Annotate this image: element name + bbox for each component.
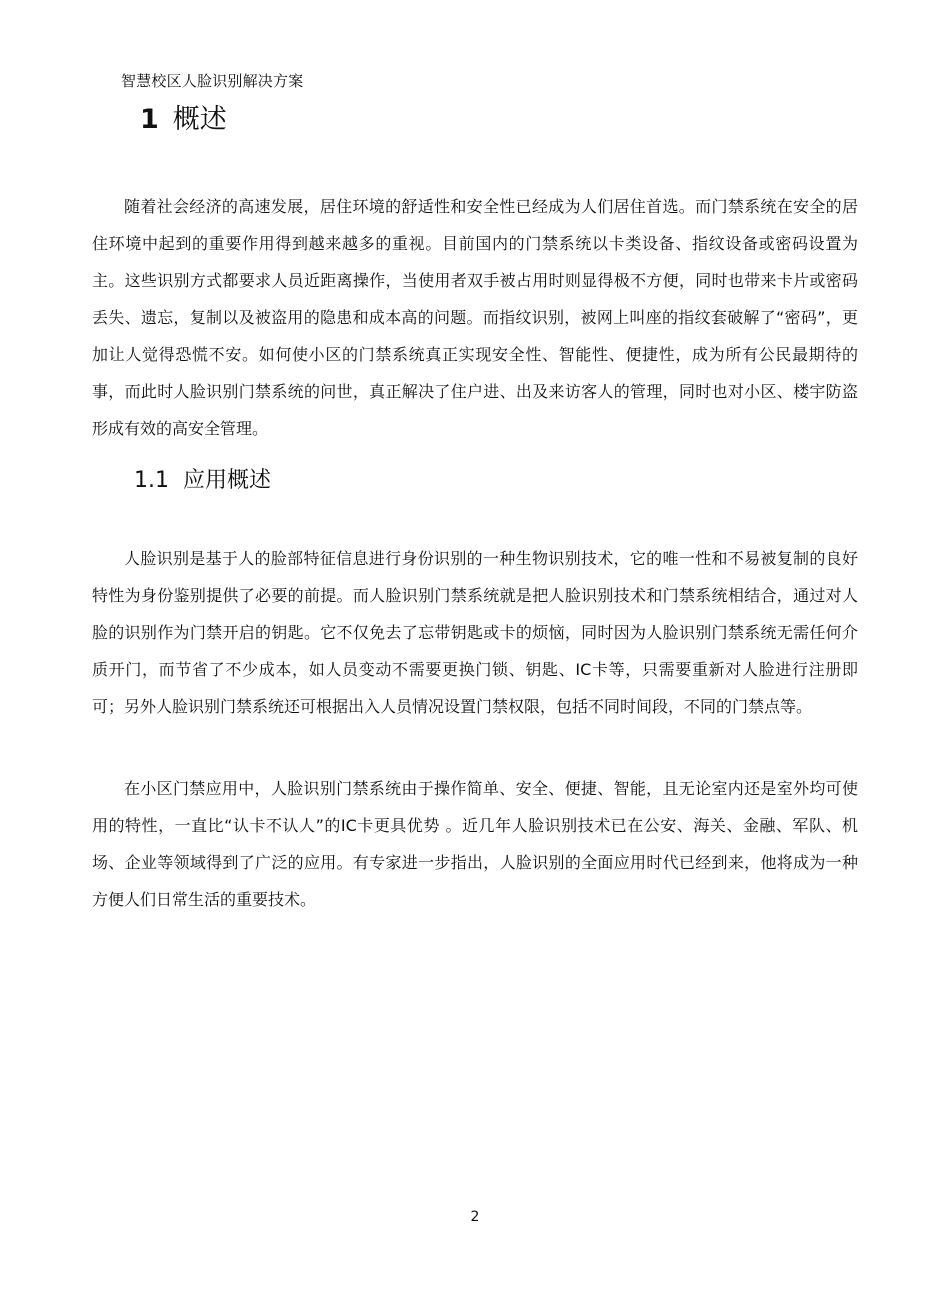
section-title: 概述 bbox=[172, 104, 227, 135]
section-heading-1 bbox=[140, 100, 227, 140]
section-heading-1-1 bbox=[134, 464, 271, 498]
running-header: 智慧校区人脸识别解决方案 bbox=[121, 72, 304, 90]
application-paragraph-2: 在小区门禁应用中，人脸识别门禁系统由于操作简单、安全、便捷、智能，且无论室内还是室外均可使用的特性，一直比“认卡不认人”的IC卡更具优势 。近几年人脸识别技术已在公安、海关、金融、军队、机场、企业等领域得到了广泛的应用。有专家进一步指出，人脸识别的全面应用时代已经到来，他将成为一种方便人们日常生活的重要技术。 bbox=[92, 779, 858, 909]
page-number: 2 bbox=[470, 1209, 480, 1225]
subsection-number: 1.1 bbox=[134, 468, 169, 493]
application-paragraph-1: 人脸识别是基于人的脸部特征信息进行身份识别的一种生物识别技术，它的唯一性和不易被复制的良好特性为身份鉴别提供了必要的前提。而人脸识别门禁系统就是把人脸识别技术和门禁系统相结合，通过对人脸的识别作为门禁开启的钥匙。它不仅免去了忘带钥匙或卡的烦恼，同时因为人脸识别门禁系统无需任何介质开门，而节省了不少成本，如人员变动不需要更换门锁、钥匙、IC卡等，只需要重新对人脸进行注册即可；另外人脸识别门禁系统还可根据出入人员情况设置门禁权限，包括不同时间段，不同的门禁点等。 bbox=[92, 549, 858, 716]
subsection-title: 应用概述 bbox=[183, 468, 272, 493]
section-number: 1 bbox=[140, 104, 159, 135]
overview-paragraph: 随着社会经济的高速发展，居住环境的舒适性和安全性已经成为人们居住首选。而门禁系统在安全的居住环境中起到的重要作用得到越来越多的重视。目前国内的门禁系统以卡类设备、指纹设备或密码设置为主。这些识别方式都要求人员近距离操作，当使用者双手被占用时则显得极不方便，同时也带来卡片或密码丢失、遗忘，复制以及被盗用的隐患和成本高的问题。而指纹识别，被网上叫座的指纹套破解了“密码”，更加让人觉得恐慌不安。如何使小区的门禁系统真正实现安全性、智能性、便捷性，成为所有公民最期待的事，而此时人脸识别门禁系统的问世，真正解决了住户进、出及来访客人的管理，同时也对小区、楼宇防盗形成有效的高安全管理。 bbox=[92, 197, 858, 438]
